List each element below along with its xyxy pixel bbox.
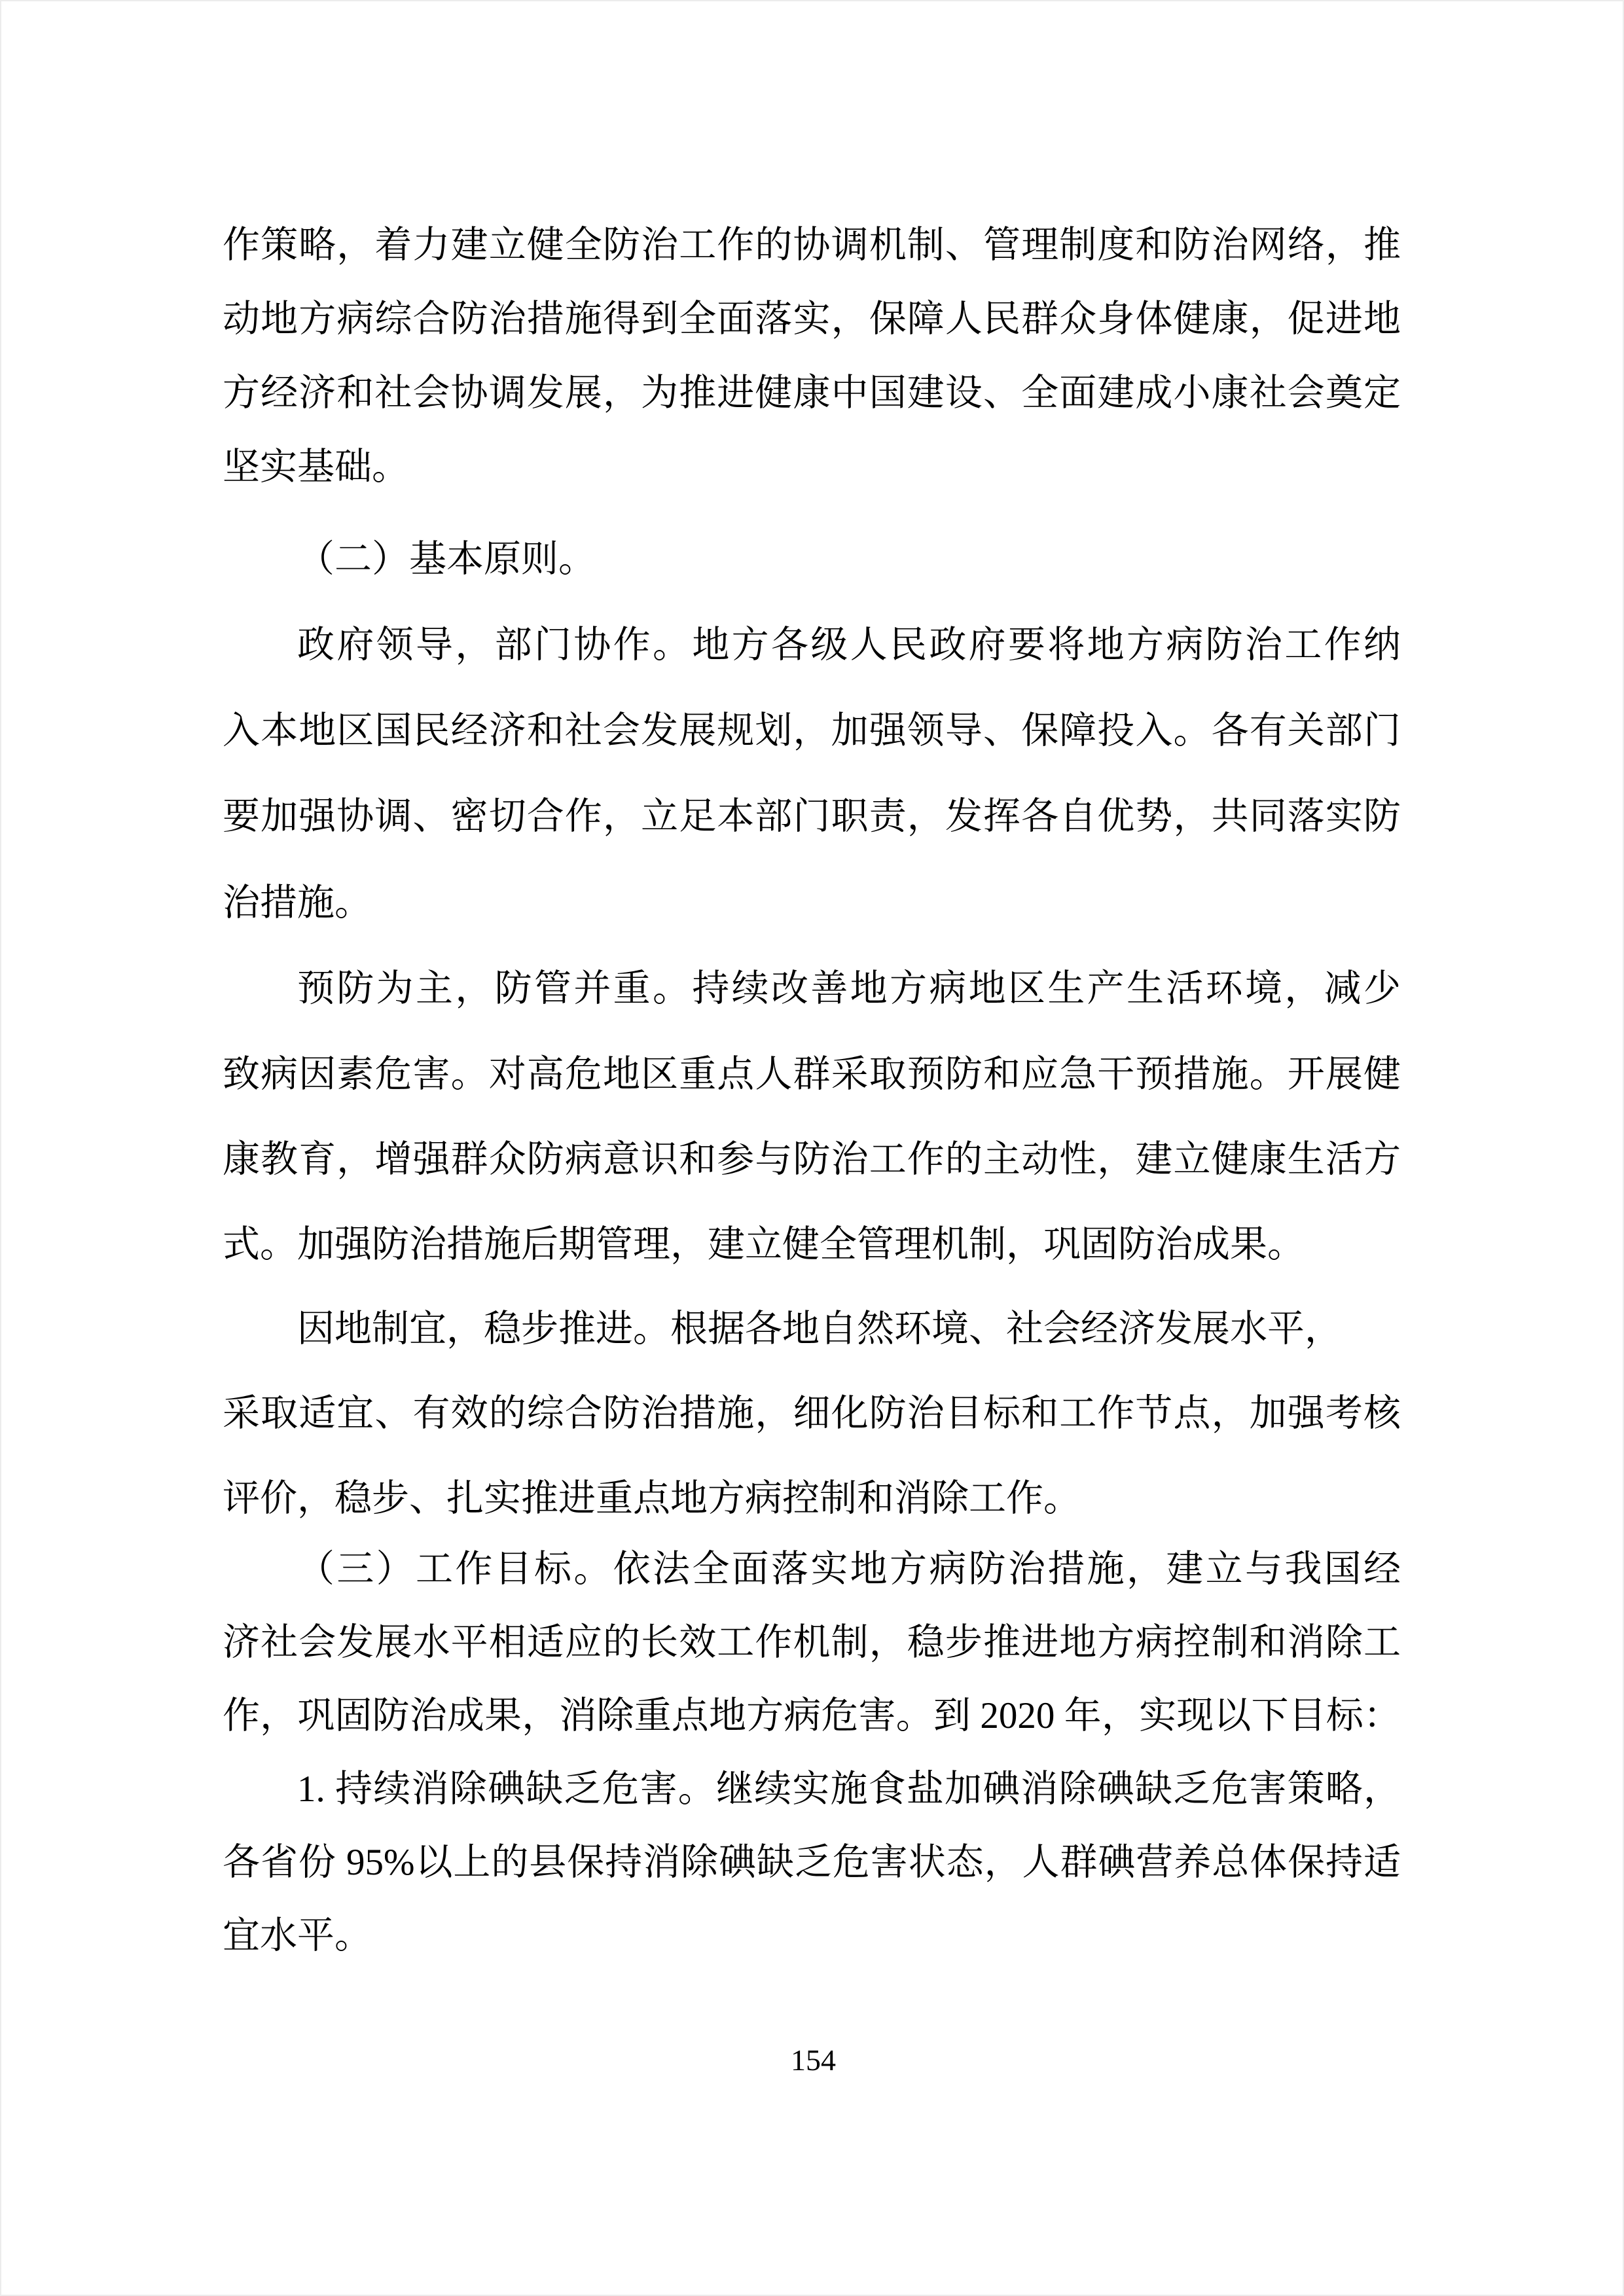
section-heading: （三）工作目标。依法全面落实地方病防治措施，建立与我国经 (297, 1549, 1401, 1590)
text-line: 要加强协调、密切合作，立足本部门职责，发挥各自优势，共同落实防 (223, 796, 1401, 837)
text-line: 作策略，着力建立健全防治工作的协调机制、管理制度和防治网络，推 (223, 224, 1401, 266)
text-line: 济社会发展水平相适应的长效工作机制，稳步推进地方病控制和消除工 (223, 1622, 1401, 1663)
text-line: 致病因素危害。对高危地区重点人群采取预防和应急干预措施。开展健 (223, 1054, 1401, 1095)
text-line: 采取适宜、有效的综合防治措施，细化防治目标和工作节点，加强考核 (223, 1393, 1401, 1434)
text-line: 康教育，增强群众防病意识和参与防治工作的主动性，建立健康生活方 (223, 1139, 1401, 1180)
text-line: 坚实基础。 (223, 446, 409, 488)
text-line: 入本地区国民经济和社会发展规划，加强领导、保障投入。各有关部门 (223, 710, 1401, 751)
list-item-line: 1. 持续消除碘缺乏危害。继续实施食盐加碘消除碘缺乏危害策略， (297, 1768, 1401, 1810)
text-line: 动地方病综合防治措施得到全面落实，保障人民群众身体健康，促进地 (223, 298, 1401, 340)
text-line: 方经济和社会协调发展，为推进健康中国建设、全面建成小康社会奠定 (223, 372, 1401, 414)
text-line: 各省份 95%以上的县保持消除碘缺乏危害状态，人群碘营养总体保持适 (223, 1842, 1401, 1883)
text-line: 政府领导，部门协作。地方各级人民政府要将地方病防治工作纳 (297, 624, 1401, 666)
section-heading: （二）基本原则。 (297, 539, 596, 580)
text-line: 宜水平。 (223, 1915, 372, 1956)
text-line: 治措施。 (223, 882, 372, 924)
page-number: 154 (791, 2043, 836, 2077)
text-line: 式。加强防治措施后期管理，建立健全管理机制，巩固防治成果。 (223, 1224, 1305, 1265)
text-line: 因地制宜，稳步推进。根据各地自然环境、社会经济发展水平， (297, 1308, 1342, 1350)
text-line: 评价，稳步、扎实推进重点地方病控制和消除工作。 (223, 1478, 1081, 1519)
text-line: 作，巩固防治成果，消除重点地方病危害。到 2020 年，实现以下目标： (223, 1695, 1401, 1736)
text-line: 预防为主，防管并重。持续改善地方病地区生产生活环境，减少 (297, 968, 1401, 1009)
